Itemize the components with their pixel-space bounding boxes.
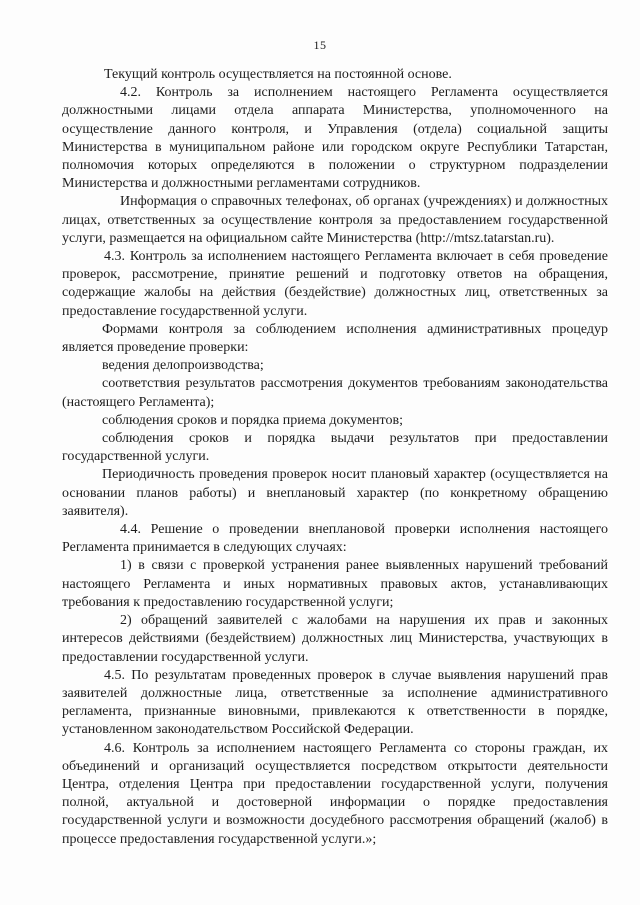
document-body: [62, 66, 608, 849]
list-item-case-2: 2) обращений заявителей с жалобами на нарушения их прав и законных интересов действиями (бездействием) должностных лиц Министерства, участвующих в предоставлении государственной услуги.: [62, 613, 608, 665]
list-item-acceptance-deadlines: соблюдения сроков и порядка приема документов;: [102, 412, 403, 428]
list-item-issuance-deadlines: соблюдения сроков и порядка выдачи результатов при предоставлении государственной услуги.: [62, 431, 608, 465]
paragraph-periodicity: Периодичность проведения проверок носит плановый характер (осуществляется на основании планов работы) и внеплановый характер (по конкретному обращению заявителя).: [62, 467, 608, 519]
list-item-case-1: 1) в связи с проверкой устранения ранее выявленных нарушений требований настоящего Регламента и иных нормативных правовых актов, устанавливающих требования к предоставлению государственной услуги;: [62, 558, 608, 610]
list-item-recordkeeping: ведения делопроизводства;: [102, 358, 264, 374]
paragraph-4-3: 4.3. Контроль за исполнением настоящего Регламента включает в себя проведение проверок, рассмотрение, принятие решений и подготовку ответов на обращения, содержащие жалобы на действия (бездействие) должностных лиц, ответственных за предоставление государственной услуги.: [62, 249, 608, 319]
paragraph-contact-info: Информация о справочных телефонах, об органах (учреждениях) и должностных лицах, ответственных за осуществление контроля за предоставлением государственной услуги, размещается на официальном сайте Министерства (http://mtsz.tatarstan.ru).: [62, 194, 608, 246]
paragraph-control-forms: Формами контроля за соблюдением исполнения административных процедур является проведение проверки:: [62, 321, 608, 356]
page-number: 15: [313, 38, 327, 52]
paragraph-4-4: 4.4. Решение о проведении внеплановой проверки исполнения настоящего Регламента принимается в следующих случаях:: [62, 522, 608, 556]
paragraph-current-control: Текущий контроль осуществляется на постоянной основе.: [104, 67, 452, 82]
list-item-compliance: соответствия результатов рассмотрения документов требованиям законодательства (настоящего Регламента);: [62, 376, 608, 410]
paragraph-4-5: 4.5. По результатам проведенных проверок в случае выявления нарушений прав заявителей должностные лица, ответственные за исполнение административного регламента, признанные виновными, привлекаются к ответственности в порядке, установленном законодательством Российской Федерации.: [62, 667, 608, 738]
paragraph-4-2: 4.2. Контроль за исполнением настоящего Регламента осуществляется должностными лицами отдела аппарата Министерства, уполномоченного на осуществление данного контроля, и Управления (отдела) социальной защиты Министерства в муниципальном районе или городском округе Республики Татарстан, полномочия которых определяются в положении о структурном подразделении Министерства и должностными регламентами сотрудников.: [62, 85, 608, 192]
paragraph-4-6: 4.6. Контроль за исполнением настоящего Регламента со стороны граждан, их объединений и организаций осуществляется посредством открытости деятельности Центра, отделения Центра при предоставлении государственной услуги, получения полной, актуальной и достоверной информации о порядке предоставления государственной услуги и возможности досудебного рассмотрения обращений (жалоб) в процессе предоставления государственной услуги.»;: [62, 740, 608, 847]
